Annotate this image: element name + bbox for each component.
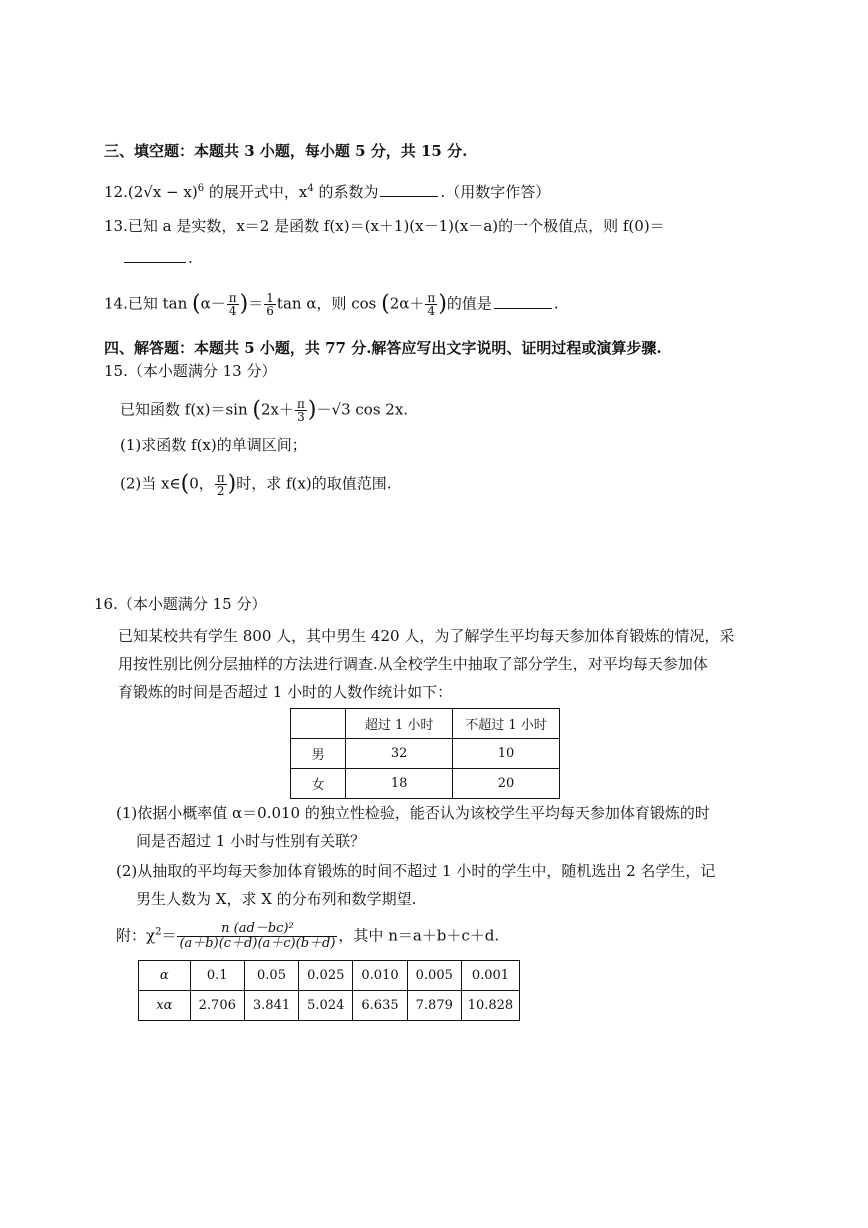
q12-text-c: .（用数字作答） [440,183,551,201]
critical-value-table [138,960,520,1021]
survey-cell: 10 [453,739,560,769]
crit-cell: 0.025 [299,961,353,991]
q16-appendix: 附：$\chi^2=$ $\frac{\text{n (ad－bc)²}}{(a+b)(c+d)(a+c)(b+d)}$ ，其中 n＝a＋b＋c＋d. [116,921,500,951]
section3-heading: 三、填空题：本题共 3 小题，每小题 5 分，共 15 分. [104,142,468,160]
crit-cell: 3.841 [244,991,298,1021]
q15-frac-pi-3: $\frac{\pi}{3}$ [297,397,305,424]
crit-cell: 2.706 [190,991,244,1021]
table-row [291,769,560,799]
q15-part2: (2)当 x∈(0， $\frac{\pi}{2}$ )时，求 f(x)的取值范围. [120,471,392,498]
q14-end: . [553,294,559,313]
q14-tan-a: tan α，则 cos [276,294,377,313]
crit-cell: 10.828 [461,991,519,1021]
q16-part1-a: (1)依据小概率值 α＝0.010 的独立性检验，能否认为该校学生平均每天参加体育锻炼的时 [116,804,710,822]
q12-text-a: 的展开式中，x [204,183,308,201]
question-13-line1: 13.已知 a 是实数，x＝2 是函数 f(x)＝(x＋1)(x－1)(x－a)的一个极值点，则 f(0)＝ [104,217,665,235]
q12-answer-blank[interactable] [380,182,438,197]
crit-cell: 5.024 [299,991,353,1021]
crit-cell: xα [139,991,191,1021]
crit-cell: α [139,961,191,991]
survey-cell: 20 [453,769,560,799]
q16-part2-a: (2)从抽取的平均每天参加体育锻炼的时间不超过 1 小时的学生中，随机选出 2 名学生，记 [116,862,716,880]
crit-cell: 0.005 [407,961,461,991]
q13-answer-blank[interactable] [124,248,186,263]
survey-header-over: 超过 1 小时 [346,709,453,739]
crit-cell: 0.05 [244,961,298,991]
survey-cell: 男 [291,739,346,769]
q16-para3: 育锻炼的时间是否超过 1 小时的人数作统计如下： [118,683,453,701]
q15-title: 15.（本小题满分 13 分） [104,362,277,380]
q12-exp2: 4 [307,183,314,194]
q16-title: 16.（本小题满分 15 分） [94,595,267,613]
table-row [291,739,560,769]
table-row [139,961,520,991]
q12-num: 12. [104,183,128,201]
q14-paren-close2: ) [438,291,447,317]
q14-num: 14.已知 tan [104,294,188,313]
survey-header-row [291,709,560,739]
survey-header-empty [291,709,346,739]
q14-frac-pi-4: $\frac{\pi}{4}$ [228,291,237,318]
q14-tail: 的值是 [446,294,492,313]
q16-part1-b: 间是否超过 1 小时与性别有关联？ [136,832,366,850]
question-14 [104,292,559,317]
q16-part2-b: 男生人数为 X，求 X 的分布列和数学期望. [136,890,417,908]
q15-part1: (1)求函数 f(x)的单调区间； [120,436,307,454]
crit-cell: 7.879 [407,991,461,1021]
q14-a-minus: α－ [200,294,226,313]
table-row [139,991,520,1021]
q14-paren-close: ) [239,291,249,317]
q14-frac-pi-4b: $\frac{\pi}{4}$ [427,291,436,318]
question-13-line2 [122,248,193,268]
section4-heading: 四、解答题：本题共 5 小题，共 77 分.解答应写出文字说明、证明过程或演算步骤. [104,339,662,357]
q14-frac-1-6: $\frac{1}{6}$ [266,291,274,318]
crit-cell: 0.001 [461,961,519,991]
question-12 [104,179,550,202]
q12-text-b: 的系数为 [313,183,379,201]
survey-header-not-over: 不超过 1 小时 [453,709,560,739]
crit-cell: 0.010 [353,961,407,991]
crit-cell: 6.635 [353,991,407,1021]
q14-paren-open2: ( [381,291,390,317]
q15-given: 已知函数 f(x)＝sin (2x＋ $\frac{\pi}{3}$ )－√3 cos 2x. [120,397,409,424]
q16-para1: 已知某校共有学生 800 人，其中男生 420 人，为了解学生平均每天参加体育锻炼的情况，采 [118,627,735,645]
survey-cell: 18 [346,769,453,799]
chi-square-formula: $\frac{\text{n (ad－bc)²}}{(a+b)(c+d)(a+c)(b+d)}$ [179,921,336,951]
q13-end: . [188,249,193,267]
q14-paren-open: ( [192,291,201,317]
q12-exp: 6 [197,183,205,194]
q16-para2: 用按性别比例分层抽样的方法进行调查.从全校学生中抽取了部分学生，对平均每天参加体 [118,655,708,673]
q14-eq: ＝ [248,294,264,313]
survey-cell: 32 [346,739,453,769]
crit-cell: 0.1 [190,961,244,991]
q12-expr: (2√x − x) [127,183,198,201]
q14-two-a: 2α＋ [389,294,425,313]
q14-answer-blank[interactable] [494,294,552,309]
q15-frac-pi-2: $\frac{\pi}{2}$ [216,471,225,498]
survey-cell: 女 [291,769,346,799]
survey-table [290,708,560,799]
